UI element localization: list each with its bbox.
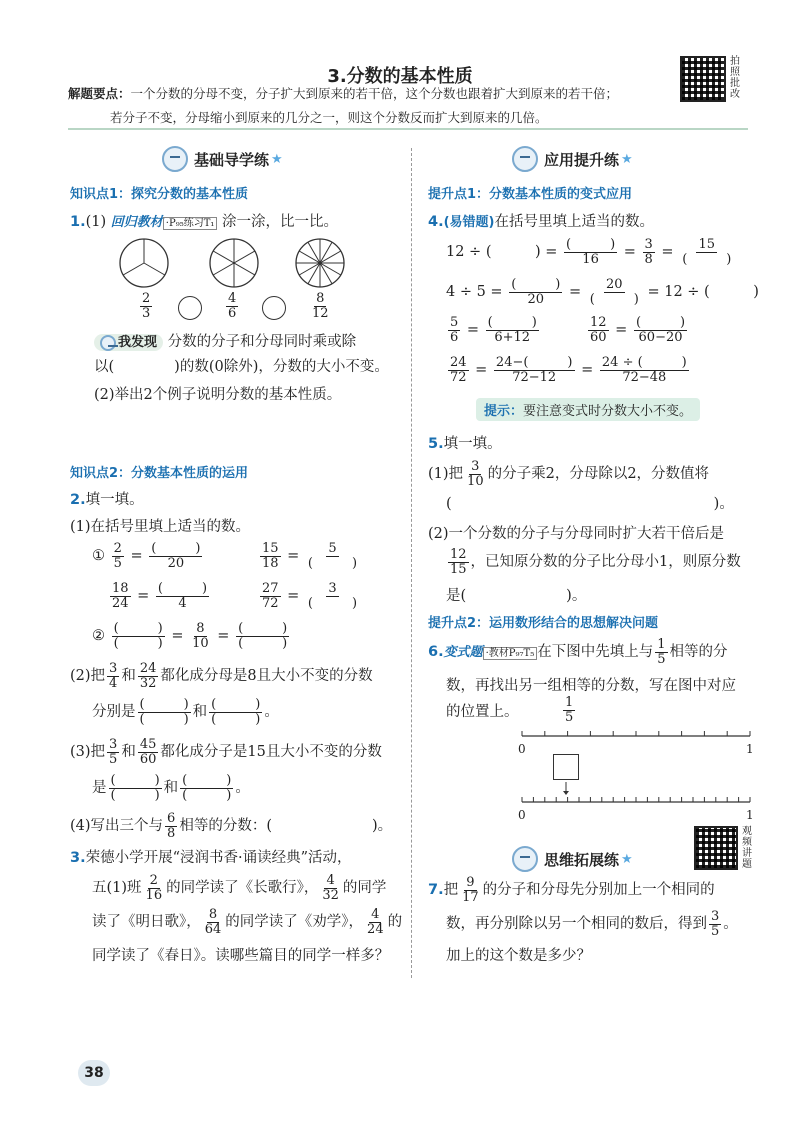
fraction-circles[interactable] — [110, 236, 350, 292]
q4-row1: 12 ÷ ( ) = $\frac{( )}{16}$ = $\frac{3}{8}$ = $\frac{15}{( )}$ — [446, 237, 732, 267]
answer-fraction[interactable]: $\frac{( )}{( )}$ — [182, 773, 232, 803]
q4-row2: 4 ÷ 5 = $\frac{( )}{20}$ = $\frac{20}{( )}$ = 12 ÷ ( ) — [446, 277, 759, 307]
q2-part4: (4)写出三个与 $\frac{6}{8}$ 相等的分数：( )。 — [70, 811, 393, 841]
blank[interactable]: ( ) — [307, 595, 358, 611]
q2-eq2: $\frac{15}{18}$ = $\frac{5}{( )}$ — [262, 541, 358, 571]
q7-l2: 数，再分别除以另一个相同的数后，得到 $\frac{3}{5}$ 。 — [446, 909, 738, 939]
q4-line: 4.(易错题)在括号里填上适当的数。 — [428, 214, 654, 230]
blank[interactable]: ( ) — [307, 555, 358, 571]
fraction-8-12: $\frac{8}{12}$ — [312, 291, 329, 321]
star-icon: ★ — [271, 151, 283, 167]
blank[interactable]: 24 ÷ ( ) — [601, 355, 687, 370]
number-line-top-zero: 0 — [518, 742, 526, 756]
star-icon: ★ — [621, 851, 633, 867]
qr-top-label: 拍照批改 — [730, 56, 740, 100]
key-points-box — [68, 84, 748, 130]
q5-part2-l2: $\frac{12}{15}$ ，已知原分数的分子比分母小1，则原分数 — [450, 547, 741, 577]
fraction-4-6: $\frac{4}{6}$ — [228, 291, 237, 321]
number-line-label-1-5: $\frac{1}{5}$ — [565, 695, 574, 725]
q2-part3-l1: (3)把 $\frac{3}{5}$ 和 $\frac{45}{60}$ 都化成分子是15且大小不变的分数 — [70, 737, 382, 767]
q2-eq5: ② $\frac{( )}{( )}$ = $\frac{8}{10}$ = $\frac{( )}{( )}$ — [92, 621, 288, 651]
fraction-2-3: $\frac{2}{3}$ — [142, 291, 151, 321]
section-title: 应用提升练 — [544, 150, 620, 169]
q2-eq4: $\frac{27}{72}$ = $\frac{3}{( )}$ — [262, 581, 358, 611]
number-line-bottom-zero: 0 — [518, 808, 526, 822]
mascot-icon — [512, 846, 538, 872]
tip-box: 提示：要注意变式时分数大小不变。 — [476, 398, 700, 421]
mascot-small-icon — [100, 335, 116, 351]
q5-part1-l2: ( )。 — [446, 496, 734, 512]
q1-line — [70, 210, 338, 231]
compare-circle-2[interactable] — [262, 296, 286, 320]
blank[interactable]: ( ) — [157, 581, 208, 596]
q4-row3: $\frac{5}{6}$ = $\frac{( )}{6+12}$ $\frac{12}{60}$ = $\frac{( )}{60-20}$ — [450, 315, 686, 345]
circle-thirds[interactable] — [120, 239, 168, 287]
blank[interactable]: ( ) — [238, 621, 288, 636]
star-icon: ★ — [621, 151, 633, 167]
section-title: 思维拓展练 — [544, 850, 620, 869]
answer-fraction[interactable]: $\frac{( )}{( )}$ — [211, 697, 261, 727]
discover-badge — [94, 334, 163, 351]
q2-part1: (1)在括号里填上适当的数。 — [70, 519, 251, 535]
knowledge-point-2: 知识点2：分数基本性质的运用 — [70, 466, 249, 481]
number-line-bottom[interactable] — [516, 794, 756, 810]
key-points-label: 解题要点： — [68, 86, 131, 101]
blank[interactable]: ( ) — [113, 635, 163, 651]
q6-l1: 6.变式题 ·教材P₉₇T₅ 在下图中先填上与 $\frac{1}{5}$ 相等的分 — [428, 637, 728, 667]
q2-part3-l2: 是 $\frac{( )}{( )}$ 和 $\frac{( )}{( )}$ 。 — [92, 773, 250, 803]
blank[interactable]: ( ) — [151, 541, 201, 556]
page-title: 3.分数的基本性质 — [327, 66, 473, 87]
q5-part2-l1: (2)一个分数的分子与分母同时扩大若干倍后是 — [428, 526, 725, 542]
q3-l2: 五(1)班 $\frac{2}{16}$ 的同学读了《长歌行》， $\frac{4}{32}$ 的同学 — [92, 873, 387, 903]
blank[interactable]: ( ) — [511, 277, 561, 292]
qr-bottom-label: 观频讲题 — [742, 826, 752, 870]
blank[interactable]: ( ) — [566, 237, 616, 252]
qr-code-bottom[interactable] — [694, 826, 738, 870]
blank[interactable]: ( ) — [113, 621, 163, 636]
q3-l4: 同学读了《春日》。读哪些篇目的同学一样多？ — [92, 948, 390, 964]
section-title: 基础导学练 — [194, 150, 270, 169]
q1-tag-ref: ·P₉₅练习T₁ — [163, 217, 218, 230]
knowledge-point-1: 知识点1：探究分数的基本性质 — [70, 187, 249, 202]
q2-eq3: $\frac{18}{24}$ = $\frac{( )}{4}$ — [112, 581, 208, 611]
q7-l1: 7.把 $\frac{9}{17}$ 的分子和分母先分别加上一个相同的 — [428, 875, 715, 905]
q5-part2-l3: 是( )。 — [446, 588, 587, 604]
circle-twelfths[interactable] — [296, 239, 344, 287]
q5-part1-l1: (1)把 $\frac{3}{10}$ 的分子乘2，分母除以2，分数值将 — [428, 459, 710, 489]
section-thinking-extension — [512, 846, 633, 872]
improvement-point-2: 提升点2：运用数形结合的思想解决问题 — [428, 616, 659, 631]
section-applied-practice — [512, 146, 633, 172]
q1-number: 1. — [70, 214, 86, 230]
q6-l3: 的位置上。 — [446, 704, 519, 720]
q1-part2: (2)举出2个例子说明分数的基本性质。 — [94, 387, 342, 403]
q2-line: 2.填一填。 — [70, 492, 144, 508]
q2-part2-l2: 分别是 $\frac{( )}{( )}$ 和 $\frac{( )}{( )}$ 。 — [92, 697, 279, 727]
q2-eq1: ① $\frac{2}{5}$ = $\frac{( )}{20}$ — [92, 541, 201, 571]
key-points-line2: 若分子不变，分母缩小到原来的几分之一，则这个分数反而扩大到原来的几倍。 — [110, 110, 548, 125]
mascot-icon — [162, 146, 188, 172]
q4-row4: $\frac{24}{72}$ = $\frac{24-( )}{72-12}$ = $\frac{24 \div ( )}{72-48}$ — [450, 355, 687, 385]
discover-line2: 以( )的数(0除外)，分数的大小不变。 — [94, 359, 389, 375]
answer-box[interactable] — [553, 754, 579, 780]
q6-l2: 数，再找出另一组相等的分数，写在图中对应 — [446, 678, 736, 694]
answer-fraction[interactable]: $\frac{( )}{( )}$ — [110, 773, 160, 803]
answer-fraction[interactable]: $\frac{( )}{( )}$ — [139, 697, 189, 727]
q1-part: (1) — [85, 214, 107, 230]
discover-label: 我发现 — [118, 335, 158, 350]
key-points-line1: 一个分数的分母不变，分子扩大到原来的若干倍，这个分数也跟着扩大到原来的若干倍； — [130, 86, 619, 101]
column-divider — [411, 148, 412, 978]
discover-line1 — [94, 330, 356, 351]
q1-text: 涂一涂，比一比。 — [222, 214, 338, 230]
q2-part2-l1: (2)把 $\frac{3}{4}$ 和 $\frac{24}{32}$ 都化成分母是8且大小不变的分数 — [70, 661, 373, 691]
blank[interactable]: ( ) — [238, 635, 288, 651]
number-line-bottom-one: 1 — [746, 808, 754, 822]
number-line-top-one: 1 — [746, 742, 754, 756]
blank[interactable]: ( ) — [589, 291, 639, 307]
section-basic-practice — [162, 146, 283, 172]
improvement-point-1: 提升点1：分数基本性质的变式应用 — [428, 187, 633, 202]
blank[interactable]: ( ) — [635, 315, 686, 330]
q5-line: 5.填一填。 — [428, 436, 502, 452]
circle-sixths[interactable] — [210, 239, 258, 287]
number-line-top[interactable] — [516, 728, 756, 744]
blank[interactable]: 24−( ) — [495, 355, 573, 370]
mascot-icon — [512, 146, 538, 172]
q1-tag: 回归教材 — [110, 215, 163, 230]
blank[interactable]: ( ) — [682, 251, 732, 267]
blank[interactable]: ( ) — [487, 315, 537, 330]
q3-l3: 读了《明日歌》， $\frac{8}{64}$ 的同学读了《劝学》， $\frac{4}{24}$ 的 — [92, 907, 403, 937]
page-number: 38 — [78, 1060, 110, 1086]
q3-l1: 3.荣德小学开展“浸润书香·诵读经典”活动， — [70, 850, 352, 866]
discover-text1: 分数的分子和分母同时乘或除 — [167, 334, 357, 350]
compare-circle-1[interactable] — [178, 296, 202, 320]
circle-fraction-row — [128, 292, 358, 328]
q7-l3: 加上的这个数是多少？ — [446, 948, 591, 964]
